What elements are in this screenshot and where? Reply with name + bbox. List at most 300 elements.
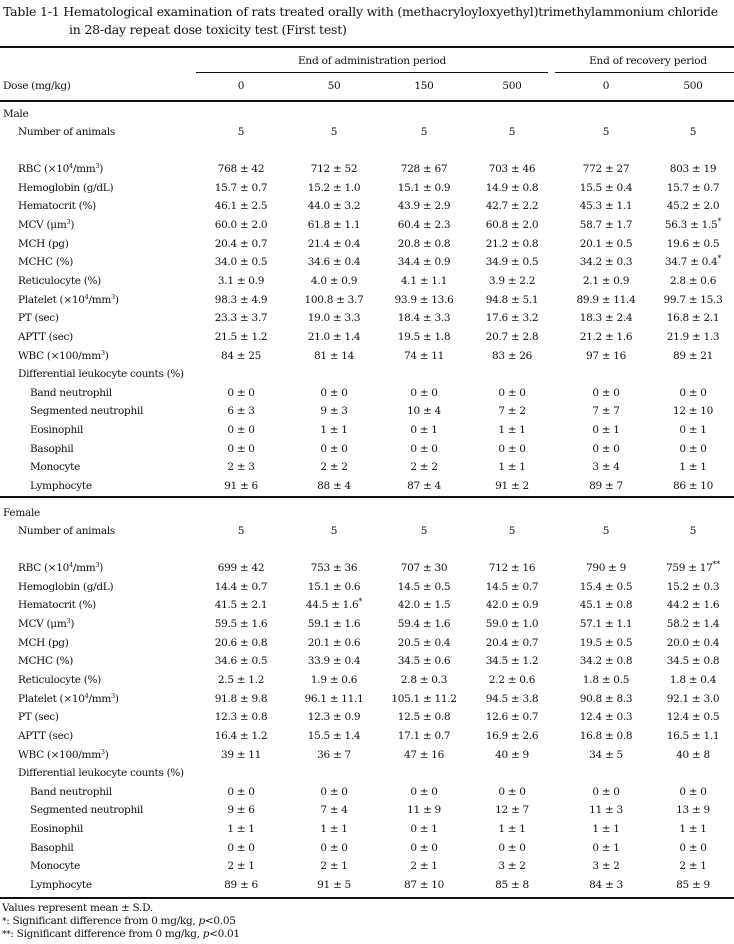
value-text: 89.9 ± 11.4: [576, 293, 636, 306]
cell-value: 0 ± 0: [679, 841, 707, 854]
cell-value: 5: [689, 126, 697, 138]
cell-value: 5: [237, 126, 245, 138]
cell-value: 7 ± 7: [592, 405, 620, 418]
table-title-line-2: in 28-day repeat dose toxicity test (First test): [69, 22, 347, 37]
cell-value: 5: [689, 525, 697, 537]
label-text: MCHC (%): [18, 256, 74, 269]
cell-value: [289, 581, 379, 593]
row-label: [18, 562, 103, 574]
cell-value: [467, 294, 557, 306]
cell-value: 5: [237, 525, 245, 537]
significance-mark: **: [712, 560, 720, 569]
cell-value: [196, 581, 286, 593]
cell-value: [561, 275, 651, 287]
value-text: 15.2 ± 0.3: [666, 580, 720, 593]
value-text: 42.7 ± 2.2: [485, 200, 539, 213]
value-text: 34.2 ± 0.8: [579, 655, 633, 668]
label-text: RBC (×10: [18, 562, 70, 574]
value-text: 1.8 ± 0.4: [669, 673, 717, 686]
value-text: 21.4 ± 0.4: [307, 237, 361, 250]
label-text: Hematocrit (%): [18, 599, 96, 612]
label-superscript: 3: [100, 747, 105, 756]
value-text: 15.2 ± 1.0: [307, 181, 361, 194]
cell-value: 0 ± 0: [320, 442, 348, 455]
cell-value: [467, 693, 557, 705]
value-text: 105.1 ± 11.2: [391, 692, 457, 705]
group-header-recovery: End of recovery period: [589, 55, 707, 67]
section-divider: [0, 496, 734, 498]
value-text: 768 ± 42: [217, 163, 265, 175]
value-text: 36 ± 7: [317, 748, 351, 761]
cell-value: [196, 219, 286, 231]
cell-value: [561, 256, 651, 268]
cell-value: [467, 182, 557, 194]
section-title: Male: [3, 108, 29, 120]
row-label: Monocyte: [30, 860, 81, 873]
cell-value: 84 ± 3: [589, 879, 623, 892]
cell-value: 91 ± 2: [495, 480, 529, 493]
cell-value: 0 ± 1: [679, 424, 707, 437]
value-text: 21.5 ± 1.2: [214, 330, 268, 343]
cell-value: [289, 350, 379, 362]
value-text: 12.4 ± 0.3: [579, 711, 633, 724]
cell-value: [379, 599, 469, 611]
cell-value: [561, 331, 651, 343]
label-text: PT (sec): [18, 312, 59, 325]
cell-value: 0 ± 0: [498, 841, 526, 854]
row-label: [18, 637, 69, 649]
value-text: 34.6 ± 0.5: [214, 655, 268, 668]
cell-value: 0 ± 0: [592, 386, 620, 399]
cell-value: [196, 256, 286, 268]
row-label: [18, 275, 101, 287]
value-text: 59.5 ± 1.6: [214, 617, 268, 630]
footnote-threshold: <0.01: [209, 928, 240, 940]
label-text: Hemoglobin (g/dL): [18, 181, 114, 194]
value-text: 19.0 ± 3.3: [307, 312, 361, 325]
cell-value: [561, 637, 651, 649]
cell-value: [561, 618, 651, 630]
value-text: 43.9 ± 2.9: [397, 200, 451, 213]
cell-value: [648, 693, 734, 705]
cell-value: 9 ± 6: [227, 804, 255, 817]
label-text: ): [99, 562, 104, 574]
section-title: Female: [3, 507, 40, 519]
cell-value: [467, 581, 557, 593]
cell-value: [467, 711, 557, 723]
value-text: 40 ± 8: [676, 748, 710, 761]
cell-value: 2 ± 1: [227, 860, 255, 873]
row-label: Lymphocyte: [30, 879, 92, 892]
label-text: Hemoglobin (g/dL): [18, 580, 114, 593]
value-text: 34.0 ± 0.5: [214, 256, 268, 269]
cell-value: 3 ± 2: [498, 860, 526, 873]
cell-value: [379, 618, 469, 630]
cell-value: 0 ± 1: [410, 424, 438, 437]
cell-value: 2 ± 1: [410, 860, 438, 873]
label-text: MCH (pg): [18, 237, 69, 250]
footnote-mean-sd: Values represent mean ± S.D.: [2, 902, 153, 914]
cell-value: 0 ± 0: [227, 424, 255, 437]
cell-value: [467, 599, 557, 611]
cell-value: 5: [420, 525, 428, 537]
row-label: Basophil: [30, 442, 74, 455]
table-title-line-1: Table 1-1 Hematological examination of rats treated orally with (methacryloyloxyethyl)trimethylammonium chloride: [3, 4, 719, 19]
value-text: 16.5 ± 1.1: [666, 729, 720, 742]
cell-value: [196, 655, 286, 667]
value-text: 20.6 ± 0.8: [214, 636, 268, 649]
row-label: [18, 182, 113, 194]
label-superscript: 4: [69, 162, 73, 170]
cell-value: [289, 655, 379, 667]
cell-value: [648, 163, 734, 175]
cell-value: 2 ± 2: [320, 461, 348, 474]
value-text: 60.4 ± 2.3: [397, 218, 451, 231]
label-text: APTT (sec): [18, 729, 73, 742]
significance-mark: *: [358, 597, 363, 607]
value-text: 21.2 ± 0.8: [485, 237, 539, 250]
cell-value: [289, 637, 379, 649]
footnote-p: p: [198, 915, 205, 927]
cell-value: 1 ± 1: [592, 823, 620, 836]
value-text: 1.8 ± 0.5: [582, 673, 630, 686]
value-text: 21.0 ± 1.4: [307, 330, 361, 343]
value-text: 21.9 ± 1.3: [666, 330, 720, 343]
cell-value: 0 ± 0: [498, 386, 526, 399]
cell-value: [379, 331, 469, 343]
cell-value: [196, 182, 286, 194]
cell-value: [648, 275, 734, 287]
row-label: [18, 749, 109, 761]
cell-value: 1 ± 1: [320, 823, 348, 836]
cell-value: 0 ± 0: [410, 442, 438, 455]
value-text: 712 ± 52: [310, 163, 358, 175]
group-rule-recovery: [555, 72, 734, 73]
dose-label: Dose (mg/kg): [3, 80, 71, 92]
row-label: Band neutrophil: [30, 785, 112, 798]
footnote-text: : Significant difference from 0 mg/kg,: [10, 928, 203, 940]
value-text: 15.1 ± 0.9: [397, 181, 451, 194]
cell-value: 0 ± 0: [320, 386, 348, 399]
row-label: [18, 711, 59, 723]
group-header-administration: End of administration period: [297, 55, 447, 67]
cell-value: 86 ± 10: [672, 480, 714, 493]
value-text: 96.1 ± 11.1: [304, 692, 364, 705]
value-text: 18.3 ± 2.4: [579, 312, 633, 325]
cell-value: 2 ± 1: [320, 860, 348, 873]
cell-value: 10 ± 4: [407, 405, 441, 418]
label-text: ): [70, 218, 75, 231]
cell-value: [467, 562, 557, 574]
value-text: 2.5 ± 1.2: [217, 673, 265, 686]
value-text: 83 ± 26: [491, 349, 533, 362]
cell-value: [289, 238, 379, 250]
row-label: [18, 331, 73, 343]
value-text: 4.0 ± 0.9: [310, 274, 358, 287]
cell-value: [648, 294, 734, 306]
value-text: 44.0 ± 3.2: [307, 200, 361, 213]
label-text: ): [114, 293, 119, 306]
cell-value: 91 ± 6: [224, 480, 258, 493]
footnote-mark: **: [2, 930, 11, 940]
value-text: 94.5 ± 3.8: [485, 692, 539, 705]
value-text: 16.9 ± 2.6: [485, 729, 539, 742]
value-text: 84 ± 25: [220, 349, 262, 362]
value-text: 58.7 ± 1.7: [579, 218, 633, 231]
cell-value: 0 ± 0: [498, 442, 526, 455]
cell-value: 0 ± 1: [410, 823, 438, 836]
value-text: 772 ± 27: [582, 163, 630, 175]
value-text: 17.1 ± 0.7: [397, 729, 451, 742]
cell-value: 1 ± 1: [498, 823, 526, 836]
cell-value: 85 ± 8: [495, 879, 529, 892]
label-superscript: 4: [84, 292, 89, 301]
value-text: 33.9 ± 0.4: [307, 655, 361, 668]
cell-value: [467, 312, 557, 324]
cell-value: [379, 256, 469, 268]
value-text: 20.0 ± 0.4: [666, 636, 720, 649]
label-superscript: 3: [66, 217, 71, 226]
value-text: 699 ± 42: [217, 562, 265, 574]
row-label: [18, 618, 74, 630]
cell-value: [379, 294, 469, 306]
cell-value: [648, 618, 734, 630]
value-text: 40 ± 9: [495, 748, 529, 761]
value-text: 14.5 ± 0.7: [485, 580, 539, 593]
label-text: ): [70, 617, 75, 630]
cell-value: [561, 182, 651, 194]
label-superscript: 4: [84, 691, 89, 700]
cell-value: [648, 216, 734, 231]
row-label: Number of animals: [18, 525, 115, 537]
cell-value: [561, 749, 651, 761]
cell-value: 5: [602, 525, 610, 537]
row-label: Basophil: [30, 841, 74, 854]
value-text: 2.1 ± 0.9: [582, 274, 630, 287]
cell-value: 3 ± 4: [592, 461, 620, 474]
value-text: 19.5 ± 0.5: [579, 636, 633, 649]
cell-value: [561, 581, 651, 593]
cell-value: 0 ± 0: [320, 785, 348, 798]
cell-value: [289, 618, 379, 630]
cell-value: [648, 238, 734, 250]
value-text: 92.1 ± 3.0: [666, 692, 720, 705]
cell-value: [379, 749, 469, 761]
cell-value: [196, 618, 286, 630]
dose-column-header: 500: [683, 80, 703, 92]
cell-value: [289, 256, 379, 268]
label-text: /mm: [88, 293, 112, 306]
label-text: MCV (μm: [18, 617, 67, 630]
cell-value: [467, 350, 557, 362]
cell-value: [289, 599, 379, 611]
value-text: 803 ± 19: [669, 163, 717, 175]
cell-value: [379, 637, 469, 649]
cell-value: [379, 730, 469, 742]
cell-value: 12 ± 7: [495, 804, 529, 817]
label-superscript: 3: [100, 348, 105, 357]
label-text: ): [104, 349, 109, 362]
value-text: 42.0 ± 0.9: [485, 599, 539, 612]
label-text: MCV (μm: [18, 218, 67, 231]
cell-value: 5: [330, 126, 338, 138]
value-text: 57.1 ± 1.1: [579, 617, 633, 630]
cell-value: 9 ± 3: [320, 405, 348, 418]
cell-value: 0 ± 1: [592, 424, 620, 437]
label-superscript: 3: [95, 162, 100, 170]
value-text: 20.1 ± 0.6: [307, 636, 361, 649]
value-text: 44.5 ± 1.6: [305, 599, 359, 612]
row-label: [18, 655, 73, 667]
footnote-threshold: <0.05: [204, 915, 236, 927]
cell-value: [379, 182, 469, 194]
footnote-text: : Significant difference from 0 mg/kg,: [6, 915, 199, 927]
cell-value: [561, 350, 651, 362]
cell-value: 87 ± 4: [407, 480, 441, 493]
cell-value: [379, 200, 469, 212]
row-label: [18, 581, 113, 593]
cell-value: [196, 312, 286, 324]
value-text: 45.1 ± 0.8: [579, 599, 633, 612]
cell-value: 7 ± 2: [498, 405, 526, 418]
cell-value: [196, 331, 286, 343]
cell-value: 0 ± 0: [498, 785, 526, 798]
value-text: 23.3 ± 3.7: [214, 312, 268, 325]
value-text: 93.9 ± 13.6: [394, 293, 454, 306]
value-text: 91.8 ± 9.8: [214, 692, 268, 705]
cell-value: [196, 637, 286, 649]
cell-value: 85 ± 9: [676, 879, 710, 892]
value-text: 45.3 ± 1.1: [579, 200, 633, 213]
value-text: 2.2 ± 0.6: [488, 673, 536, 686]
value-text: 728 ± 67: [400, 163, 448, 175]
cell-value: [648, 749, 734, 761]
value-text: 759 ± 17: [666, 562, 713, 574]
value-text: 2.8 ± 0.3: [400, 673, 448, 686]
cell-value: 12 ± 10: [672, 405, 714, 418]
value-text: 20.4 ± 0.7: [214, 237, 268, 250]
row-label: Segmented neutrophil: [30, 804, 144, 817]
cell-value: [289, 219, 379, 231]
cell-value: [196, 562, 286, 574]
cell-value: 0 ± 0: [592, 442, 620, 455]
row-label: [18, 312, 59, 324]
value-text: 44.2 ± 1.6: [666, 599, 720, 612]
row-label: [18, 350, 109, 362]
value-text: 34.6 ± 0.4: [307, 256, 361, 269]
value-text: 15.5 ± 0.4: [579, 181, 633, 194]
value-text: 15.1 ± 0.6: [307, 580, 361, 593]
cell-value: [648, 562, 734, 574]
cell-value: [289, 200, 379, 212]
cell-value: [561, 219, 651, 231]
row-label: [18, 238, 69, 250]
cell-value: 0 ± 0: [410, 841, 438, 854]
value-text: 94.8 ± 5.1: [485, 293, 539, 306]
value-text: 59.4 ± 1.6: [397, 617, 451, 630]
cell-value: 0 ± 0: [227, 386, 255, 399]
cell-value: [467, 637, 557, 649]
value-text: 3.9 ± 2.2: [488, 274, 536, 287]
cell-value: 0 ± 0: [592, 785, 620, 798]
cell-value: 1 ± 1: [679, 823, 707, 836]
cell-value: 2 ± 1: [679, 860, 707, 873]
value-text: 14.4 ± 0.7: [214, 580, 268, 593]
value-text: 15.7 ± 0.7: [214, 181, 268, 194]
cell-value: 1 ± 1: [679, 461, 707, 474]
cell-value: [561, 562, 651, 574]
cell-value: [196, 350, 286, 362]
footnote-mark: *: [2, 917, 7, 927]
cell-value: [289, 275, 379, 287]
cell-value: [379, 562, 469, 574]
cell-value: 5: [330, 525, 338, 537]
value-text: 19.6 ± 0.5: [666, 237, 720, 250]
cell-value: [196, 163, 286, 175]
cell-value: [648, 637, 734, 649]
significance-mark: *: [717, 216, 722, 226]
value-text: 707 ± 30: [400, 562, 448, 574]
label-text: MCH (pg): [18, 636, 69, 649]
dose-column-header: 0: [237, 80, 245, 92]
row-label: [18, 200, 96, 212]
label-text: Hematocrit (%): [18, 200, 96, 213]
value-text: 61.8 ± 1.1: [307, 218, 361, 231]
cell-value: 1 ± 1: [320, 424, 348, 437]
row-label: [18, 219, 74, 231]
cell-value: [561, 294, 651, 306]
label-text: APTT (sec): [18, 330, 73, 343]
cell-value: [467, 238, 557, 250]
cell-value: 0 ± 0: [227, 442, 255, 455]
cell-value: [561, 693, 651, 705]
value-text: 2.8 ± 0.6: [669, 274, 717, 287]
cell-value: [289, 711, 379, 723]
value-text: 12.3 ± 0.9: [307, 711, 361, 724]
value-text: 14.5 ± 0.5: [397, 580, 451, 593]
cell-value: [467, 200, 557, 212]
cell-value: [379, 238, 469, 250]
value-text: 20.4 ± 0.7: [485, 636, 539, 649]
cell-value: 11 ± 9: [407, 804, 441, 817]
cell-value: [289, 730, 379, 742]
cell-value: [196, 294, 286, 306]
dose-column-header: 50: [327, 80, 341, 92]
row-label: Segmented neutrophil: [30, 405, 144, 418]
cell-value: [648, 655, 734, 667]
cell-value: 0 ± 0: [320, 841, 348, 854]
value-text: 74 ± 11: [403, 349, 445, 362]
cell-value: 5: [508, 525, 516, 537]
value-text: 89 ± 21: [672, 349, 714, 362]
subsection-label: Differential leukocyte counts (%): [18, 767, 184, 780]
label-text: Reticulocyte (%): [18, 673, 101, 686]
cell-value: [289, 562, 379, 574]
value-text: 17.6 ± 3.2: [485, 312, 539, 325]
footnote-p001: [2, 928, 240, 940]
cell-value: [467, 219, 557, 231]
row-label: [18, 599, 96, 611]
label-superscript: 4: [69, 561, 73, 569]
cell-value: 5: [508, 126, 516, 138]
cell-value: [561, 711, 651, 723]
cell-value: 0 ± 0: [679, 442, 707, 455]
cell-value: [289, 163, 379, 175]
cell-value: [379, 674, 469, 686]
cell-value: [467, 256, 557, 268]
bottom-rule: [0, 897, 734, 899]
cell-value: [648, 730, 734, 742]
